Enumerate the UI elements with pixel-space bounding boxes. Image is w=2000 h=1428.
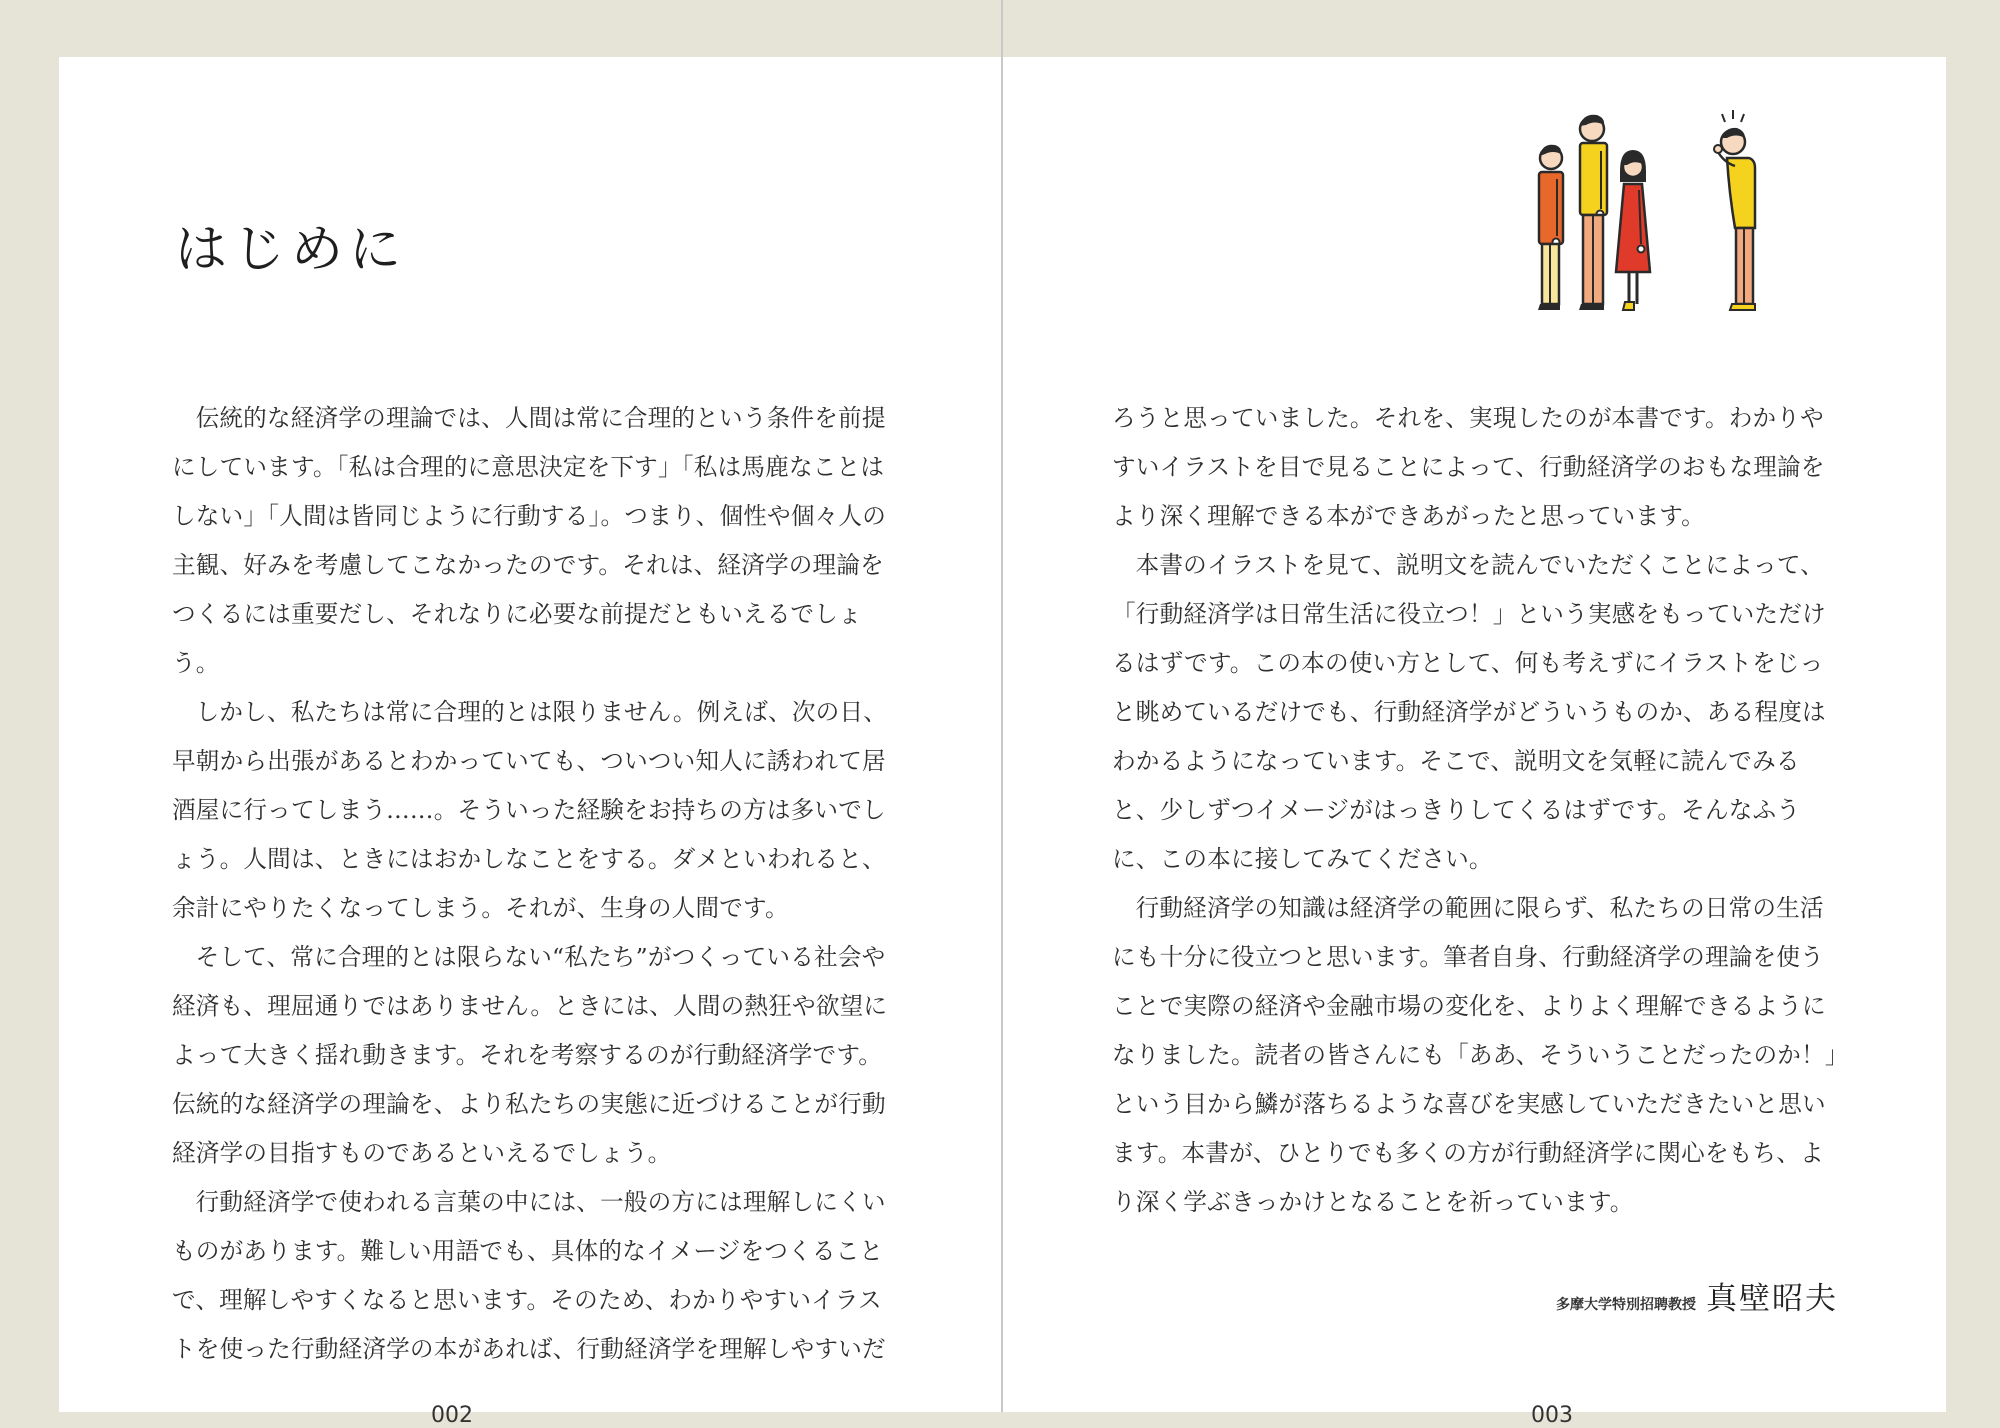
person-orange-shirt [1538,145,1563,310]
paragraph: そして、常に合理的とは限らない“私たち”がつくっている社会や経済も、理屈通りではありません。ときには、人間の熱狂や欲望によって大きく揺れ動きます。それを考察するのが行動経済学です。伝統的な経済学の理論を、より私たちの実態に近づけることが行動経済学の目指すものであるといえるでしょう。 [172,943,888,1167]
paragraph-continuation: ろうと思っていました。それを、実現したのが本書です。わかりやすいイラストを目で見ることによって、行動経済学のおもな理論をより深く理解できる本ができあがったと思っています。 [1112,404,1825,530]
paragraph: 行動経済学の知識は経済学の範囲に限らず、私たちの日常の生活にも十分に役立つと思います。筆者自身、行動経済学の理論を使うことで実際の経済や金融市場の変化を、よりよく理解できるようになりました。読者の皆さんにも「ああ、そういうことだったのか！」という目から鱗が落ちるような喜びを実感していただきたいと思います。本書が、ひとりでも多くの方が行動経済学に関心をもち、より深く学ぶきっかけとなることを祈っています。 [1112,894,1837,1216]
left-page-body [172,394,892,1374]
person-yellow-shirt [1579,115,1607,310]
paragraph: 本書のイラストを見て、説明文を読んでいただくことによって、「行動経済学は日常生活に役立つ！」という実感をもっていただけるはずです。この本の使い方として、何も考えずにイラストをじっと眺めているだけでも、行動経済学がどういうものか、ある程度はわかるようになっています。そこで、説明文を気軽に読んでみると、少しずつイメージがはっきりしてくるはずです。そんなふうに、この本に接してみてください。 [1112,551,1826,873]
author-name: 真壁昭夫 [1706,1281,1838,1317]
chapter-title: はじめに [175,220,408,280]
author-affiliation: 多摩大学特別招聘教授 [1556,1297,1696,1313]
person-red-dress [1616,150,1650,310]
right-page-body [1112,394,1838,1227]
person-calling-out [1714,110,1755,310]
left-page [59,57,1001,1428]
page-number-right: 003 [1531,1403,1573,1428]
right-page [1003,57,1946,1428]
page-number-left: 002 [431,1403,473,1428]
author-signature [1556,1273,1838,1318]
paragraph: 伝統的な経済学の理論では、人間は常に合理的という条件を前提にしています。「私は合理的に意思決定を下す」「私は馬鹿なことはしない」「人間は皆同じように行動する」。つまり、個性や個々人の主観、好みを考慮してこなかったのです。それは、経済学の理論をつくるには重要だし、それなりに必要な前提だともいえるでしょう。 [172,404,887,677]
paragraph: 行動経済学で使われる言葉の中には、一般の方には理解しにくいものがあります。難しい用語でも、具体的なイメージをつくることで、理解しやすくなると思います。そのため、わかりやすいイラストを使った行動経済学の本があれば、行動経済学を理解しやすいだ [172,1188,886,1363]
people-illustration [1503,104,1803,374]
paragraph: しかし、私たちは常に合理的とは限りません。例えば、次の日、早朝から出張があるとわかっていても、ついつい知人に誘われて居酒屋に行ってしまう……。そういった経験をお持ちの方は多いでしょう。人間は、ときにはおかしなことをする。ダメといわれると、余計にやりたくなってしまう。それが、生身の人間です。 [172,698,888,922]
